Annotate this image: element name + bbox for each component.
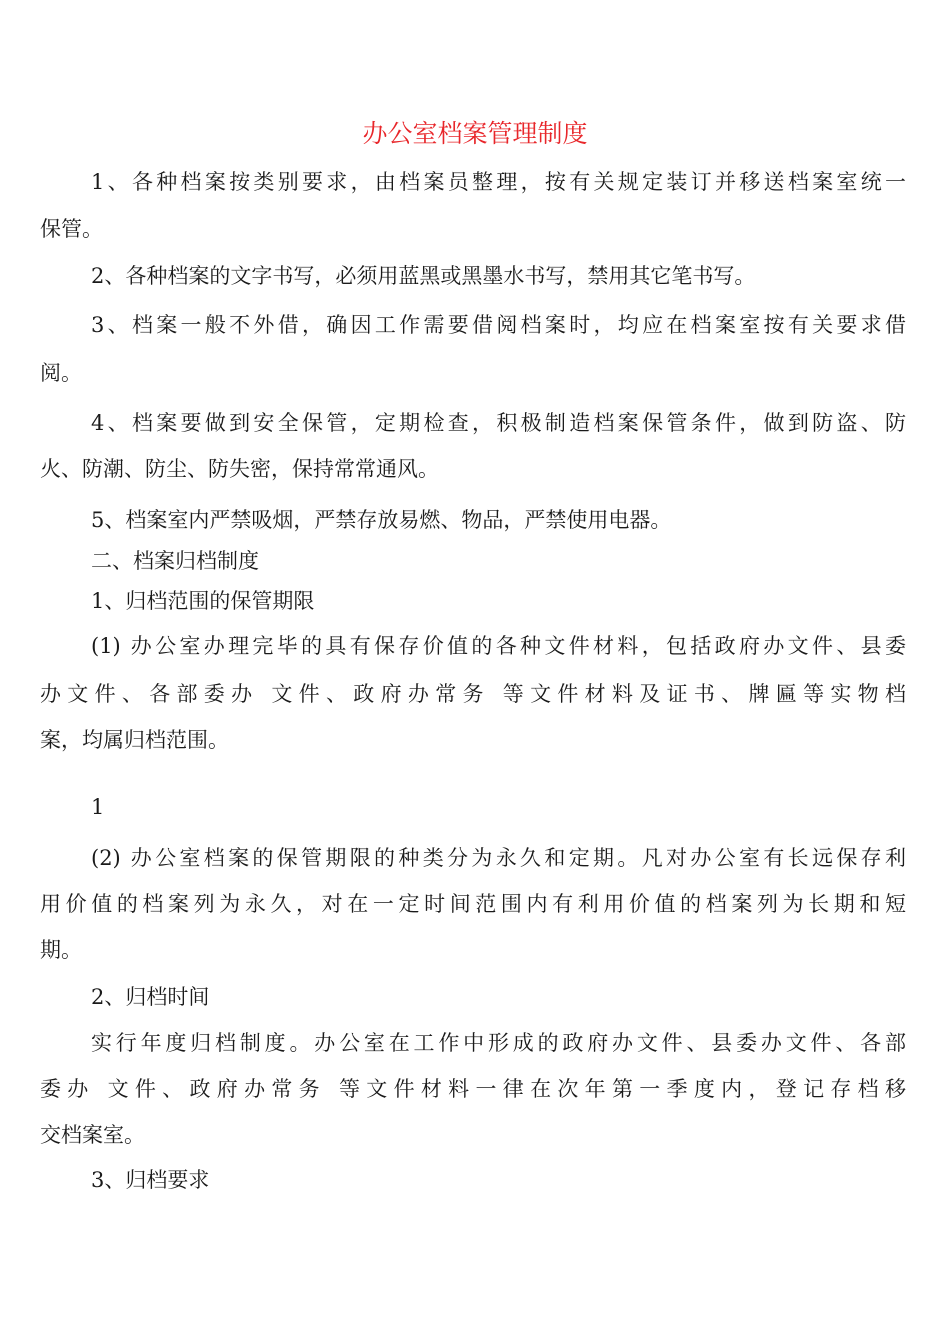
section-heading: 二、档案归档制度 (91, 549, 259, 573)
subsection-heading: 2、归档时间 (91, 985, 210, 1009)
paragraph-line: 实行年度归档制度。办公室在工作中形成的政府办文件、县委办文件、各部 (91, 1031, 906, 1055)
paragraph-line: 委办 文件、政府办常务 等文件材料一律在次年第一季度内，登记存档移 (40, 1077, 906, 1101)
paragraph-line: 交档案室。 (40, 1123, 145, 1147)
paragraph-line: 用价值的档案列为永久，对在一定时间范围内有利用价值的档案列为长期和短 (40, 892, 906, 916)
paragraph-line: 1、各种档案按类别要求，由档案员整理，按有关规定装订并移送档案室统一 (91, 170, 906, 194)
page-number: 1 (91, 795, 105, 819)
subsection-heading: 1、归档范围的保管期限 (91, 589, 315, 613)
paragraph-line: 火、防潮、防尘、防失密，保持常常通风。 (40, 457, 439, 481)
paragraph-line: 2、各种档案的文字书写，必须用蓝黑或黑墨水书写，禁用其它笔书写。 (91, 264, 756, 288)
paragraph-line: 5、档案室内严禁吸烟，严禁存放易燃、物品，严禁使用电器。 (91, 508, 672, 532)
paragraph-line: 期。 (40, 938, 82, 962)
paragraph-line: (1) 办公室办理完毕的具有保存价值的各种文件材料，包括政府办文件、县委 (91, 634, 906, 658)
paragraph-line: 4、档案要做到安全保管，定期检查，积极制造档案保管条件，做到防盗、防 (91, 411, 906, 435)
paragraph-line: (2) 办公室档案的保管期限的种类分为永久和定期。凡对办公室有长远保存利 (91, 846, 906, 870)
paragraph-line: 案，均属归档范围。 (40, 728, 229, 752)
paragraph-line: 阅。 (40, 361, 82, 385)
subsection-heading: 3、归档要求 (91, 1168, 210, 1192)
document-title: 办公室档案管理制度 (362, 119, 588, 148)
paragraph-line: 办文件、各部委办 文件、政府办常务 等文件材料及证书、牌匾等实物档 (40, 682, 906, 706)
paragraph-line: 保管。 (40, 217, 103, 241)
paragraph-line: 3、档案一般不外借，确因工作需要借阅档案时，均应在档案室按有关要求借 (91, 313, 906, 337)
